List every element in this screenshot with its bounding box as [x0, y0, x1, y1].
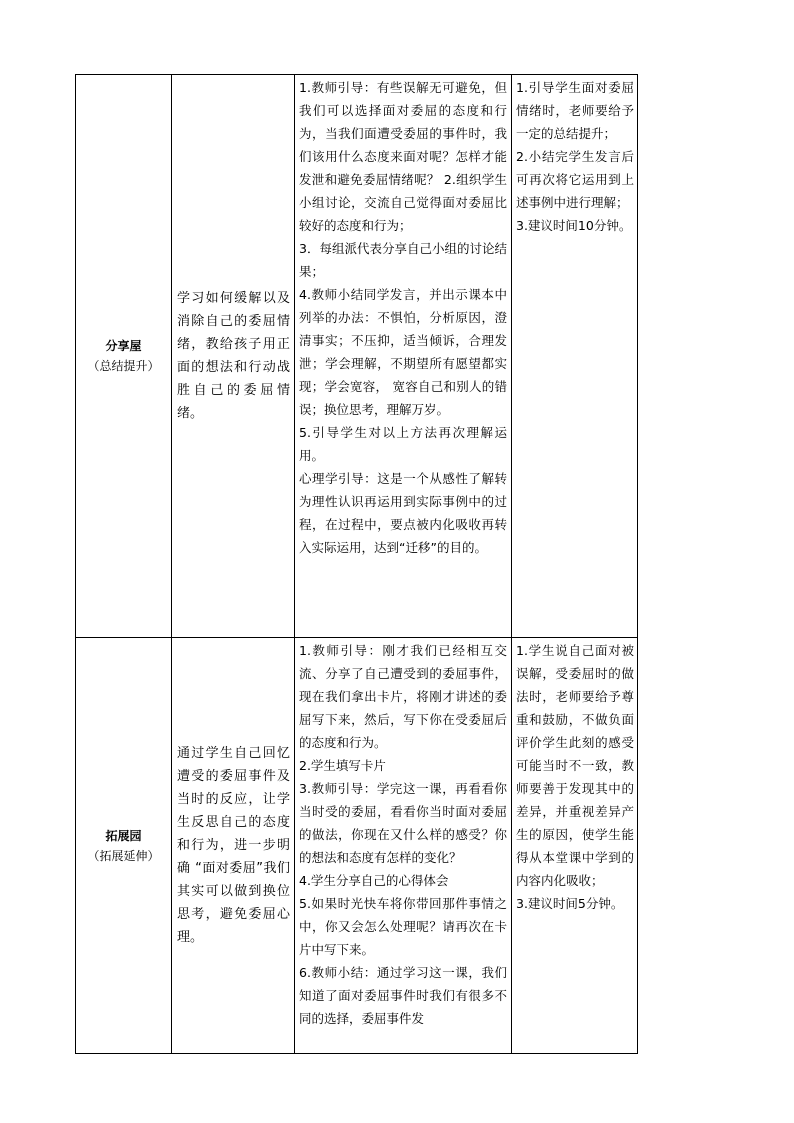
note-item: 3.建议时间5分钟。 [516, 896, 624, 911]
stage-subtitle: （拓展延伸） [87, 848, 160, 863]
process-step: 6.教师小结：通过学习这一课，我们知道了面对委屈事件时我们有很多不同的选择，委屈事件发 [299, 965, 507, 1026]
stage-cell [76, 638, 172, 1054]
process-step: 4.学生分享自己的心得体会 [299, 873, 449, 888]
goal-cell [172, 638, 295, 1054]
process-step: 3．每组派代表分享自己小组的讨论结果； [299, 241, 507, 279]
process-cell [295, 638, 512, 1054]
process-cell [295, 75, 512, 638]
process-step: 5.如果时光快车将你带回那件事情之中，你又会怎么处理呢？请再次在卡片中写下来。 [299, 896, 507, 957]
process-step: 1.教师引导：有些误解无可避免，但我们可以选择面对委屈的态度和行为，当我们面遭受委屈的事件时，我们该用什么态度来面对呢？怎样才能发泄和避免委屈情绪呢？ 2.组织学生小组讨论，交流自己觉得面对委屈比较好的态度和行为； [299, 80, 507, 233]
goal-cell [172, 75, 295, 638]
process-step: 5.引导学生对以上方法再次理解运用。 [299, 425, 507, 463]
stage-name: 拓展园 [105, 828, 142, 843]
stage-subtitle: （总结提升） [87, 359, 160, 373]
lesson-plan-table [75, 74, 638, 1054]
goal-text: 通过学生自己回忆遭受的委屈事件及当时的反应，让学生反思自己的态度和行为，进一步明确 “面对委屈”我们其实可以做到换位思考，避免委屈心理。 [177, 746, 290, 945]
process-step: 3.教师引导：学完这一课，再看看你当时受的委屈，看看你当时面对委屈的做法，你现在又什么样的感受？你的想法和态度有怎样的变化？ [299, 781, 507, 865]
process-step: 心理学引导：这是一个从感性了解转为理性认识再运用到实际事例中的过程，在过程中，要点被内化吸收再转入实际运用，达到“迁移”的目的。 [299, 471, 507, 555]
table-row [76, 638, 638, 1054]
notes-cell [512, 638, 638, 1054]
process-step: 2.学生填写卡片 [299, 758, 386, 773]
note-item: 3.建议时间10分钟。 [516, 218, 632, 233]
notes-cell [512, 75, 638, 638]
note-item: 2.小结完学生发言后可再次将它运用到上述事例中进行理解； [516, 149, 634, 210]
stage-name: 分享屋 [105, 339, 142, 353]
note-item: 1.引导学生面对委屈情绪时，老师要给予一定的总结提升； [516, 80, 634, 141]
process-step: 1.教师引导：刚才我们已经相互交流、分享了自己遭受到的委屈事件，现在我们拿出卡片，将刚才讲述的委屈写下来，然后，写下你在受委屈后的态度和行为。 [299, 643, 507, 750]
goal-text: 学习如何缓解以及消除自己的委屈情绪，教给孩子用正面的想法和行动战胜自己的委屈情绪。 [177, 291, 290, 421]
stage-cell [76, 75, 172, 638]
process-step: 4.教师小结同学发言，并出示课本中列举的办法：不惧怕，分析原因，澄清事实；不压抑，适当倾诉，合理发泄；学会理解，不期望所有愿望都实现；学会宽容， 宽容自己和别人的错误；换位思考，理解万岁。 [299, 287, 507, 417]
note-item: 1.学生说自己面对被误解，受委屈时的做法时，老师要给予尊重和鼓励，不做负面评价学生此刻的感受可能当时不一致，教师要善于发现其中的差异，并重视差异产生的原因，使学生能得从本堂课中学到的内容内化吸收； [516, 643, 634, 888]
table-row [76, 75, 638, 638]
